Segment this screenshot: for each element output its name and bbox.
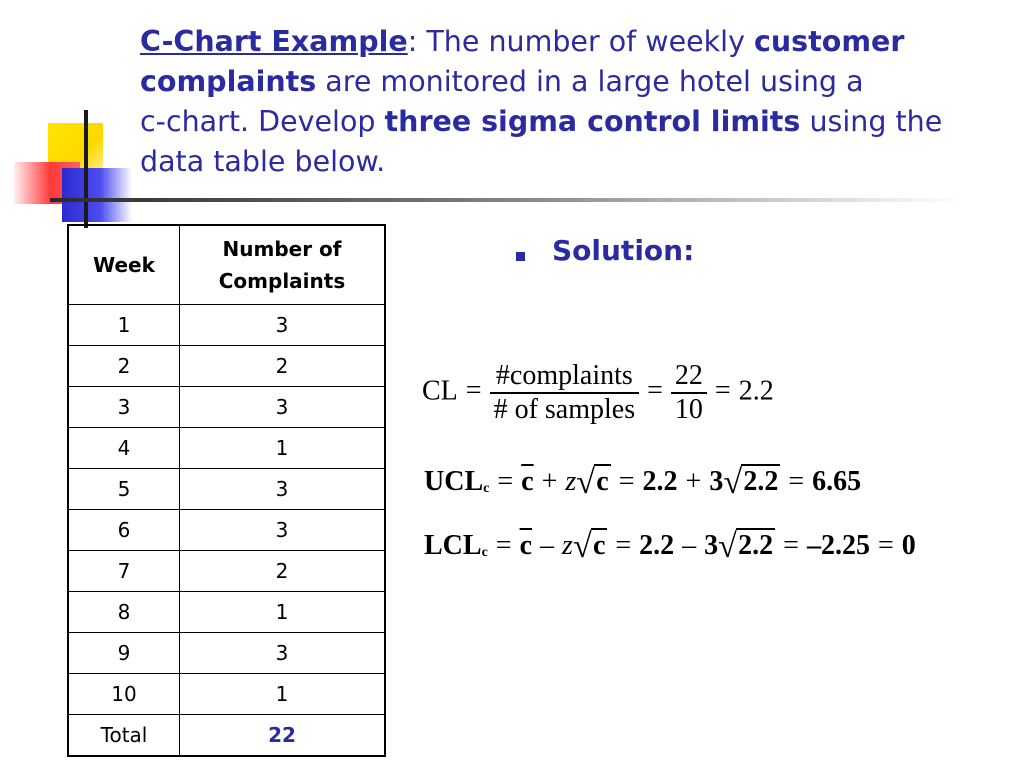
week-cell: 10 bbox=[68, 674, 180, 715]
equals-sign: = bbox=[495, 530, 512, 561]
title-bold-2: complaints bbox=[140, 65, 317, 98]
table-row bbox=[68, 387, 385, 428]
title-text-5: data table below. bbox=[140, 145, 386, 178]
cl-denominator: # of samples bbox=[490, 392, 640, 426]
lcl-formula bbox=[424, 528, 916, 565]
cl-numerator: #complaints bbox=[495, 360, 633, 391]
title-text-4: using the bbox=[800, 105, 943, 138]
plus-sign: + bbox=[541, 466, 558, 497]
complaints-cell: 1 bbox=[180, 674, 386, 715]
lcl-result: 0 bbox=[901, 530, 916, 561]
title-divider bbox=[50, 198, 960, 202]
week-cell: 8 bbox=[68, 592, 180, 633]
sqrt-c-value: c bbox=[592, 530, 606, 561]
radical-icon: √ bbox=[723, 464, 742, 501]
table-row bbox=[68, 592, 385, 633]
c-bar: $\overline{c}$ bbox=[521, 466, 534, 497]
sqrt-value bbox=[718, 528, 775, 565]
equals-sign: = bbox=[877, 530, 894, 561]
ucl-result: 6.65 bbox=[812, 466, 862, 497]
equals-sign: = bbox=[647, 375, 663, 407]
z-symbol: z bbox=[565, 466, 577, 497]
title-bold-1: customer bbox=[754, 25, 905, 58]
minus-sign: – bbox=[540, 530, 555, 561]
lcl-cbar-value: 2.2 bbox=[639, 530, 675, 561]
bullet-marker bbox=[516, 252, 525, 261]
total-label: Total bbox=[68, 715, 180, 757]
week-cell: 6 bbox=[68, 510, 180, 551]
ucl-sigma-multiplier: 3 bbox=[709, 466, 724, 497]
ucl-root-value: 2.2 bbox=[743, 466, 779, 497]
solution-label: Solution: bbox=[552, 234, 695, 267]
equals-sign: = bbox=[465, 375, 482, 407]
table-row bbox=[68, 305, 385, 346]
table-header-row bbox=[68, 225, 385, 305]
equals-sign: = bbox=[618, 466, 635, 497]
lcl-result-raw: –2.25 bbox=[806, 530, 870, 561]
lcl-subscript: c bbox=[481, 545, 488, 560]
title-heading: C-Chart Example bbox=[140, 25, 408, 58]
week-cell: 3 bbox=[68, 387, 180, 428]
decor-vertical-line bbox=[84, 110, 88, 228]
cl-result: 2.2 bbox=[738, 375, 774, 407]
title-text-1: : The number of weekly bbox=[407, 25, 754, 58]
cl-num-value: 22 bbox=[674, 360, 703, 391]
table-row bbox=[68, 428, 385, 469]
complaints-cell: 1 bbox=[180, 592, 386, 633]
sqrt-c-bar bbox=[576, 464, 610, 501]
complaints-cell: 2 bbox=[180, 346, 386, 387]
title-line-3 bbox=[140, 102, 1010, 142]
complaints-cell: 1 bbox=[180, 428, 386, 469]
week-cell: 5 bbox=[68, 469, 180, 510]
title-text-2: are monitored in a large hotel using a bbox=[316, 65, 864, 98]
table-row bbox=[68, 633, 385, 674]
table-row bbox=[68, 510, 385, 551]
total-value: 22 bbox=[180, 715, 386, 757]
week-cell: 1 bbox=[68, 305, 180, 346]
title-line-2 bbox=[140, 62, 1010, 102]
sqrt-value bbox=[723, 464, 780, 501]
equals-sign: = bbox=[615, 530, 632, 561]
complaints-cell: 3 bbox=[180, 469, 386, 510]
equals-sign: = bbox=[788, 466, 805, 497]
header-week: Week bbox=[68, 225, 180, 305]
ucl-subscript: c bbox=[483, 481, 490, 496]
title-line-4 bbox=[140, 142, 1010, 182]
radical-icon: √ bbox=[576, 464, 595, 501]
equals-sign: = bbox=[497, 466, 514, 497]
complaints-cell: 3 bbox=[180, 633, 386, 674]
ucl-lhs: UCL bbox=[424, 466, 484, 497]
radical-icon: √ bbox=[718, 528, 737, 565]
cl-lhs: CL bbox=[422, 375, 458, 407]
slide-title bbox=[140, 22, 1010, 182]
ucl-cbar-value: 2.2 bbox=[642, 466, 678, 497]
lcl-lhs: LCL bbox=[424, 530, 482, 561]
title-bold-3: three sigma control limits bbox=[384, 105, 801, 138]
cl-fraction-values bbox=[671, 360, 707, 426]
plus-sign: + bbox=[685, 466, 702, 497]
complaints-cell: 3 bbox=[180, 387, 386, 428]
table-row bbox=[68, 469, 385, 510]
cl-fraction bbox=[490, 360, 640, 426]
equals-sign: = bbox=[783, 530, 799, 561]
sqrt-c-bar bbox=[572, 528, 607, 565]
header-complaints-label: Number of Complaints bbox=[218, 237, 346, 293]
cl-formula bbox=[422, 360, 774, 426]
equals-sign: = bbox=[714, 375, 731, 407]
table-row bbox=[68, 674, 385, 715]
week-cell: 4 bbox=[68, 428, 180, 469]
lcl-sigma-multiplier: 3 bbox=[704, 530, 719, 561]
week-cell: 2 bbox=[68, 346, 180, 387]
header-complaints bbox=[180, 225, 386, 305]
table-row bbox=[68, 551, 385, 592]
complaints-cell: 2 bbox=[180, 551, 386, 592]
title-text-3: c-chart. Develop bbox=[140, 105, 385, 138]
week-cell: 9 bbox=[68, 633, 180, 674]
decor-blue-bar bbox=[62, 168, 132, 222]
table-total-row bbox=[68, 715, 385, 757]
table-row bbox=[68, 346, 385, 387]
c-bar: $\overline{c}$ bbox=[519, 530, 533, 561]
radical-icon: √ bbox=[572, 528, 592, 565]
title-line-1 bbox=[140, 22, 1010, 62]
sqrt-c-value: c bbox=[596, 466, 609, 497]
z-symbol: z bbox=[562, 530, 573, 561]
complaints-table bbox=[67, 224, 386, 757]
complaints-cell: 3 bbox=[180, 305, 386, 346]
complaints-cell: 3 bbox=[180, 510, 386, 551]
week-cell: 7 bbox=[68, 551, 180, 592]
ucl-formula bbox=[424, 464, 862, 501]
cl-den-value: 10 bbox=[671, 392, 707, 426]
lcl-root-value: 2.2 bbox=[738, 530, 774, 561]
minus-sign: – bbox=[682, 530, 697, 561]
